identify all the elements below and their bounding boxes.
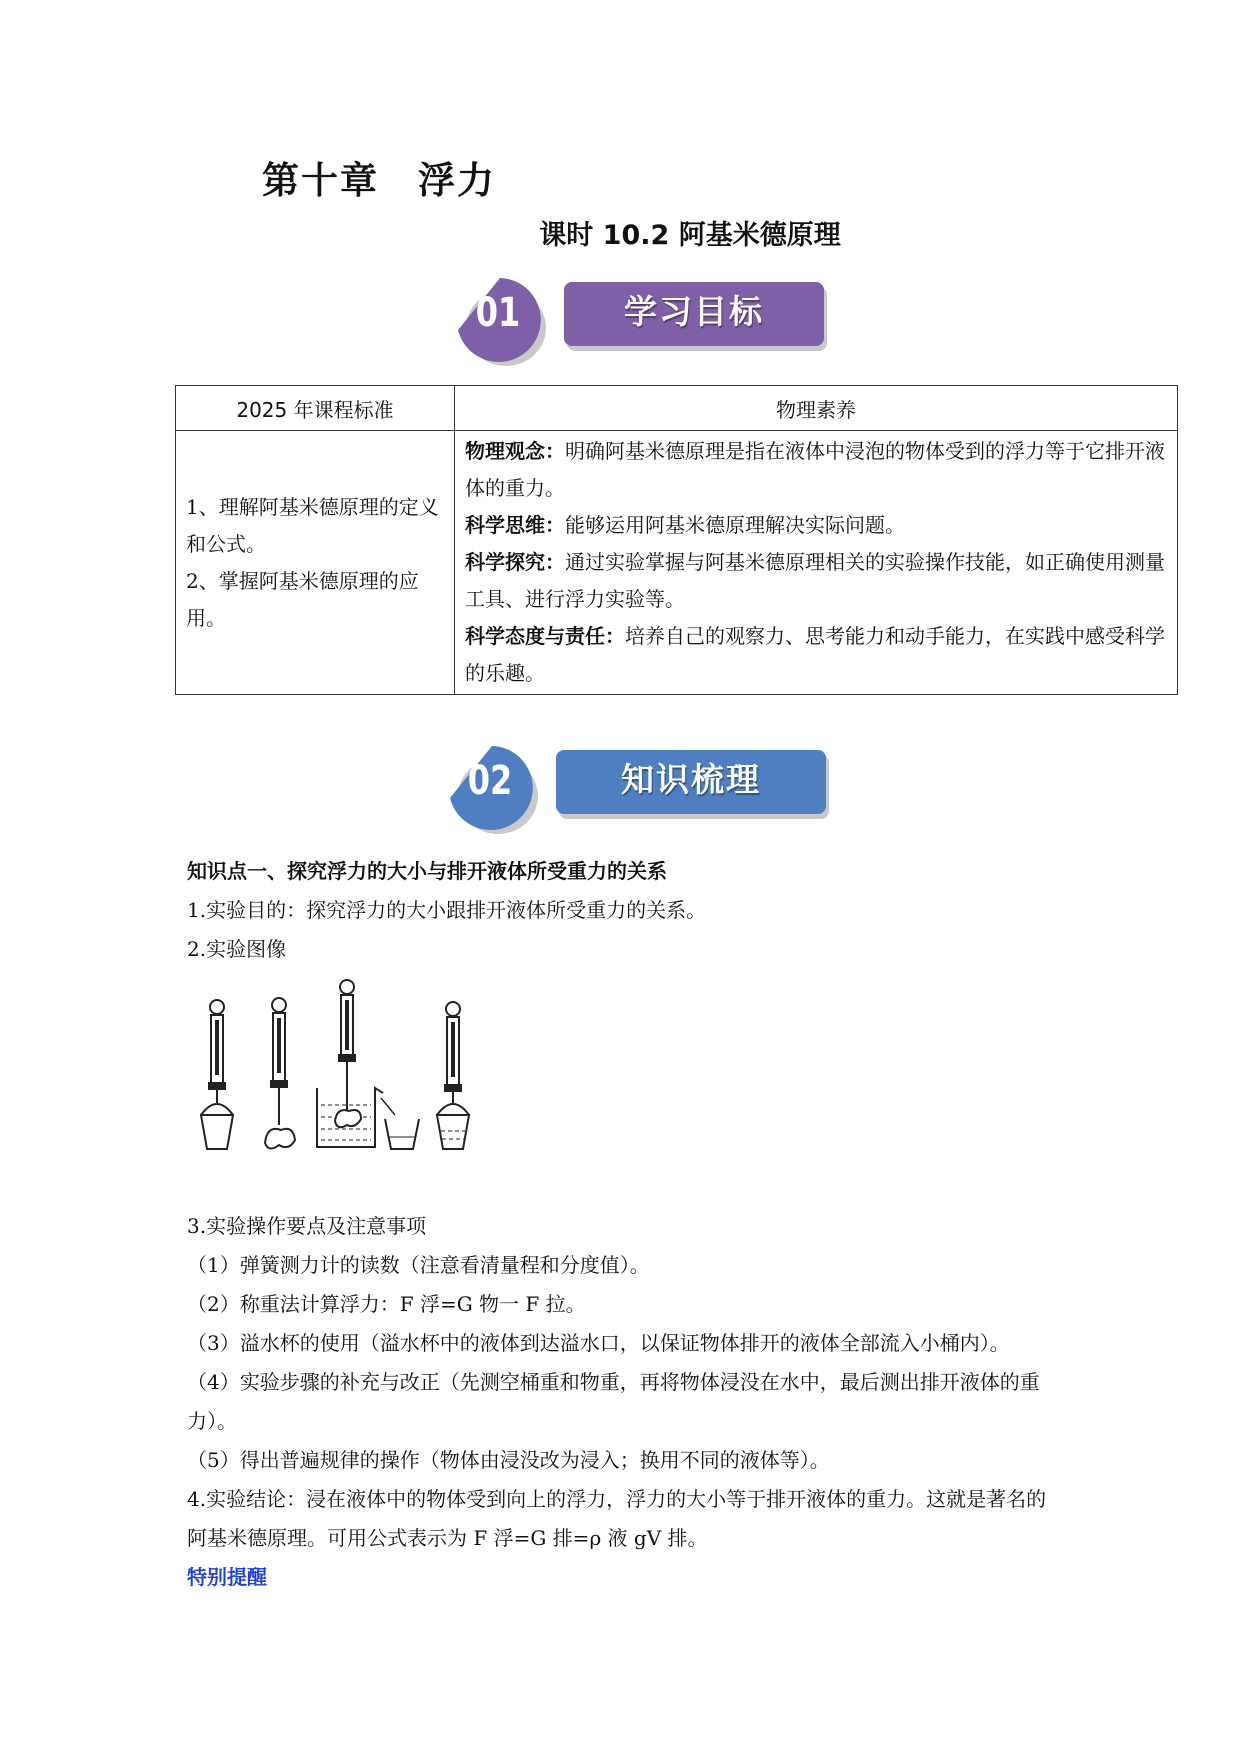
standard-item: 1、理解阿基米德原理的定义和公式。 <box>186 494 439 556</box>
experiment-figure <box>195 975 495 1159</box>
literacy-text: 通过实验掌握与阿基米德原理相关的实验操作技能，如正确使用测量工具、进行浮力实验等。 <box>465 550 1165 611</box>
section-number: 02 <box>467 758 513 804</box>
overflow-cup-icon <box>317 1088 395 1147</box>
section-title: 知识梳理 <box>621 760 761 799</box>
goals-table <box>175 385 1178 695</box>
beaker-icon <box>385 1119 419 1149</box>
literacy-label: 科学态度与责任： <box>465 624 625 648</box>
point-item: （3）溢水杯的使用（溢水杯中的液体到达溢水口，以保证物体排开的液体全部流入小桶内）。 <box>187 1331 1010 1355</box>
point-item: （2）称重法计算浮力：F 浮=G 物一 F 拉。 <box>187 1292 586 1316</box>
literacy-label: 科学思维： <box>465 513 565 537</box>
literacy-label: 科学探究： <box>465 550 565 574</box>
bucket-with-water-icon <box>437 1104 469 1149</box>
spring-scale-icon <box>445 1002 461 1103</box>
literacy-item <box>465 618 1167 692</box>
col-header-literacy: 物理素养 <box>455 386 1178 431</box>
chapter-title: 第十章 浮力 <box>262 159 496 202</box>
literacy-item <box>465 544 1167 618</box>
point-item: （5）得出普遍规律的操作（物体由浸没改为浸入；换用不同的液体等）。 <box>187 1448 830 1472</box>
literacy-text: 明确阿基米德原理是指在液体中浸泡的物体受到的浮力等于它排开液体的重力。 <box>465 439 1165 500</box>
section-title: 学习目标 <box>624 292 764 331</box>
table-row <box>176 431 1178 695</box>
points-title: 3.实验操作要点及注意事项 <box>187 1214 427 1238</box>
knowledge-point-title: 知识点一、探究浮力的大小与排开液体所受重力的关系 <box>187 859 667 883</box>
experiment-purpose: 1.实验目的：探究浮力的大小跟排开液体所受重力的关系。 <box>187 898 707 922</box>
literacy-text: 培养自己的观察力、思考能力和动手能力，在实践中感受科学的乐趣。 <box>465 624 1165 685</box>
point-item: （1）弹簧测力计的读数（注意看清量程和分度值）。 <box>187 1253 650 1277</box>
special-reminder: 特别提醒 <box>187 1565 267 1589</box>
table-header-row <box>176 386 1178 431</box>
object-icon <box>265 1129 295 1149</box>
section-banner-knowledge <box>438 738 818 838</box>
literacy-label: 物理观念： <box>465 439 565 463</box>
section-banner-learning-goals <box>446 270 826 370</box>
point-item: （4）实验步骤的补充与改正（先测空桶重和物重，再将物体浸没在水中，最后测出排开液体的重力）。 <box>187 1370 1040 1433</box>
spring-scale-icon <box>339 980 355 1113</box>
conclusion: 4.实验结论：浸在液体中的物体受到向上的浮力，浮力的大小等于排开液体的重力。这就是著名的阿基米德原理。可用公式表示为 F 浮=G 排=ρ 液 gV 排。 <box>187 1487 1047 1550</box>
knowledge-content <box>187 852 1047 1597</box>
literacy-item <box>465 507 1167 544</box>
literacy-text: 能够运用阿基米德原理解决实际问题。 <box>565 513 905 537</box>
col-header-standard: 2025 年课程标准 <box>176 386 455 431</box>
bucket-icon <box>201 1104 233 1149</box>
spring-scale-icon <box>271 998 287 1125</box>
spring-scale-icon <box>209 1000 225 1103</box>
section-number: 01 <box>475 290 521 336</box>
standards-cell <box>176 431 455 695</box>
literacy-item <box>465 433 1167 507</box>
standard-item: 2、掌握阿基米德原理的应用。 <box>186 568 419 630</box>
literacy-cell <box>455 431 1178 695</box>
figure-caption: 2.实验图像 <box>187 937 287 961</box>
lesson-title: 课时 10.2 阿基米德原理 <box>539 220 841 251</box>
